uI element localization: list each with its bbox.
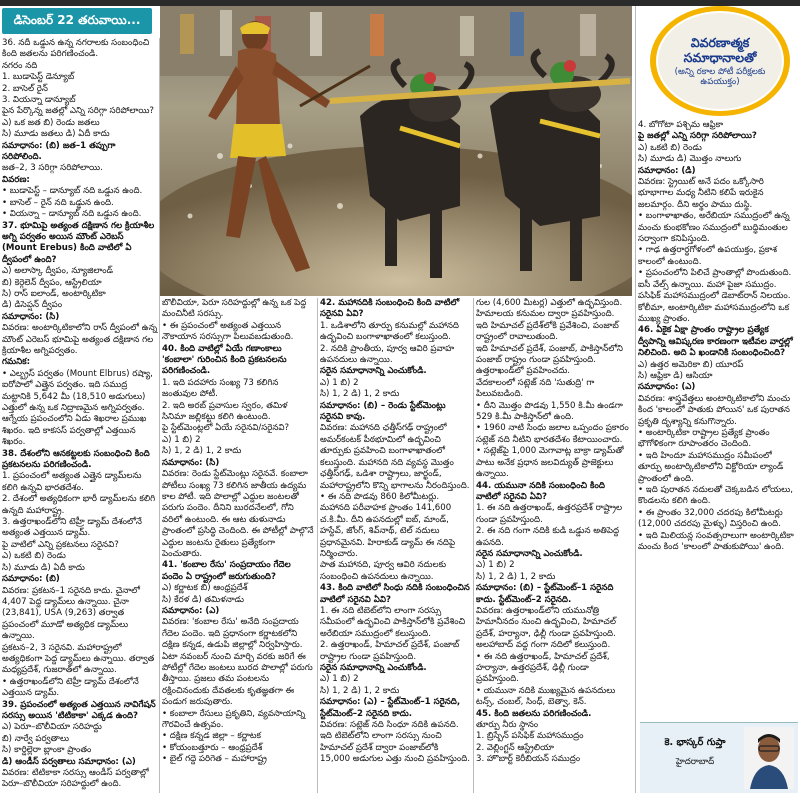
column-paragraph: • ఇది మిలియన్ల సంవత్సరాలుగా అంటార్కిటికా మంచు కింద 'కాలంలో పాతుకుపోయి' ఉంది. (638, 530, 794, 553)
column-paragraph: 41. 'కంబాల రేసు' సంప్రదాయం గేదెల పందెం ఏ రాష్ట్రంలో జరుగుతుంది? (162, 560, 291, 582)
column-paragraph: నగరం నది (2, 60, 38, 71)
column-paragraph: 2. నదికి ప్రాంతీయ, పూర్వ ఆవిరి ప్రవాహ ఉపనదులు ఉన్నాయి. (320, 343, 455, 366)
column-paragraph: సమాధానం: (ఎ) (638, 382, 696, 393)
column-paragraph: 1. బుడాపెస్ట్ డెన్యూబ్ (2, 72, 75, 83)
column-paragraph: వివరణ: (2, 174, 30, 185)
column-paragraph: • ఉత్తరాఖండ్‌లోని టెహ్రీ డ్యామ్ దేశంలోనే ఎత్తయిన డ్యామ్. (2, 676, 139, 699)
badge-subtitle: (అన్ని రకాల పోటీ పరీక్షలకు ఉపయుక్తం) (674, 67, 766, 87)
column-paragraph: 2. బాసెల్ రైన్ (2, 83, 48, 94)
continuation-banner: డిసెంబర్ 22 తరువాయి... (2, 8, 152, 34)
text-column-3 (320, 298, 470, 792)
column-paragraph: 36. నదీ ఒడ్డున ఉన్న నగరాలకు సంబంధించి కింది జతలను పరిగణించండి. (2, 38, 150, 60)
column-paragraph: వివరణ: మహానది ఛత్తీస్‌గఢ్ రాష్ట్రంలో అమర్‌కంటక్ పీఠభూమిలో ఉద్భవించి తూర్పుకు ప్రవహించి బంగాళాఖాతంలో కలుస్తుంది. మహానది నది వ్యవస్థ మొత్తం ఛత్తీస్‌గఢ్, ఒడిశా రాష్ట్రాలు, జార్ఖండ్, మహారాష్ట్రలోని కొన్ని భాగాలను నీరందిస్తుంది. (320, 423, 470, 491)
column-paragraph: వివరణ: సట్లెజ్ నది సింధూ నదికి ఉపనది. ఇది టిబెట్‌లోని లాంగా సరస్సు నుంచి హిమాచల్ ప్రదేశ్ ద్వారా పంజాబ్‌లోకి 15,000 అడుగుల ఎత్తు నుంచి ప్రవహిస్తుంది. (320, 720, 470, 765)
column-paragraph: జత–2, 3 సరిగ్గా సరిపోలాయి. (2, 163, 103, 174)
column-paragraph: ఎ) 1 బి) 2 (476, 560, 515, 571)
column-paragraph: సి) మూడు డి) మొత్తం నాలుగు (638, 154, 742, 165)
column-paragraph: • దీని మొత్తం పొడవు 1,550 కి.మీ ఉండగా 529 కి.మీ పాకిస్తాన్‌లో ఉంది. (476, 400, 623, 423)
column-divider (317, 298, 318, 793)
column-paragraph: పై వాటిలో ఎన్ని ప్రకటనలు సరైనవి? (2, 539, 119, 550)
column-paragraph: 1. ఇది పదహారు సంఖ్య 73 కలిగిన జంతువుల పోటీ. (162, 377, 279, 400)
column-divider (159, 38, 160, 793)
column-paragraph: 42. మహానదికి సంబంధించి కింది వాటిలో సరైనవి ఏవి? (320, 298, 460, 320)
column-paragraph: సి) మూడు జతలు డి) ఏదీ కాదు (2, 129, 110, 140)
column-paragraph: గుల (4,600 మీటర్ల) ఎత్తులో ఉద్భవిస్తుంది. హిమాలయ కనుమల ద్వారా ప్రవహిస్తుంది. (476, 298, 623, 320)
column-paragraph: సి) రాస్ ఐలాండ్, అంటార్కిటికా (2, 288, 106, 299)
column-paragraph: సమాధానం: (బి) (2, 574, 60, 585)
column-paragraph: సి) 1, 2 డి) 1, 2 కాదు (320, 389, 400, 400)
column-paragraph: సమాధానం: (బి) – రెండు స్టేట్‌మెంట్లు సరైనవి కావు. (320, 400, 446, 423)
column-paragraph: బి) కెర్గెలెన్ ద్వీపం, ఆస్ట్రేలియా (2, 277, 102, 288)
column-paragraph: 3. వియన్నా డాన్యూబ్ (2, 95, 76, 106)
column-paragraph: 2. వెల్లింగ్టన్ ఆస్ట్రేలియా (476, 742, 554, 753)
column-paragraph: వివరణ: ఉత్తరాఖండ్‌లోని యమునోత్రి హిమానీనదం నుంచి ఉద్భవించి, హిమాచల్ ప్రదేశ్, హర్యానా, ఢిల్లీ గుండా ప్రవహిస్తుంది. అలహాబాద్ వద్ద గంగా నదిలో కలుస్తుంది. (476, 605, 616, 651)
column-paragraph: • 1960 నాటి సింధు జలాల ఒప్పందం ప్రకారం సట్లెజ్ నది నీటిని భారతదేశం కేటాయించారు. (476, 423, 629, 445)
column-paragraph: 46. ఏకైక ఏక్షా ప్రాంతం రాష్ట్రాల ప్రత్యేక ద్వీపాన్ని ఆవిష్కరణ కారణంగా ఇటీవల వార్తల్లో నిలిచింది. అది ఏ ఖండానికి సంబంధించింది? (638, 325, 793, 359)
column-paragraph: సరైన సమాధానాన్ని ఎంచుకోండి. (320, 366, 427, 377)
column-paragraph: పై జతల్లో ఎన్ని సరిగ్గా సరిపోలాయి? (638, 131, 757, 142)
column-paragraph: • ప్రపంచంలోని పిలిచే ప్రాంతాల్లో పొందుతుంది. ఐసీ వేల్స్ ఉన్నాయి. మహా పైజా సముద్రం. పసిఫిక్ మహాసముద్రంలో డెబాట్‌రాన్ నిలయం. కోలీమా, అంటార్కిటికా మహాసముద్రంలోని ఒక ముఖ్య ప్రాంతం. (638, 268, 792, 324)
column-paragraph: • బంగాళాఖాతం, అరేబియా సముద్రంలో ఉన్న మంచు కుంభకోణం సముద్రంలో బుద్ధిమంతుల సర్వాంగా కనిపిస్తుంది. (638, 211, 790, 245)
column-paragraph: సి) ఆఫ్రికా డి) ఆసియా (638, 370, 713, 381)
column-paragraph: డి) ఆండీస్ పర్వతాలు సమాధానం: (ఎ) (2, 756, 136, 767)
column-paragraph: 43. కింది వాటిలో సింధు నదికి సంబంధించిన వాటిలో సరైనవి ఏవి? (320, 583, 470, 605)
column-paragraph: • బాసెల్ – రైన్ నది ఒడ్డున ఉంది. (2, 197, 114, 208)
column-paragraph: సి) కేరళ డి) తమిళనాడు (162, 594, 245, 605)
column-paragraph: 40. కింది వాటిల్లో ఏయే గణాంకాలు 'కంబాలా' గురించిన కింది ప్రకటనలను పరిగణించండి. (162, 343, 287, 377)
column-paragraph: • ఈ నది పొడవు 860 కిలోమీటర్లు. మహానది పరీవాహక ప్రాంతం 141,600 చ.కి.మీ. దీని ఉపనదుల్లో ఐబ్, మాండ్, హస్దేవ్, జోంగ్, శివ్‌నాథ్, టెల్ నదులు ప్రధానమైనవి. హిరాకుడ్ డ్యామ్‌ ఈ నదిపై నిర్మించారు. (320, 491, 456, 559)
column-paragraph: ఎ) 1 బి) 2 (162, 434, 201, 445)
column-paragraph: బి) నార్వే పర్వతాలు (2, 733, 70, 744)
column-paragraph: ఇది హిమాచల్ ప్రదేశ్‌లోకి ప్రవేశించి, పంజాబ్ రాష్ట్రంలో రావాలుతుంది. (476, 320, 619, 343)
column-paragraph: పాత మహానది, పూర్వ ఆవిరి నదులకు సంబంధించి ఉపనదులు ఉన్నాయి. (320, 560, 447, 582)
column-paragraph: • సట్లెజ్‌పై 1,000 మెగావాట్ల బాక్రా డ్యామ్‌తో పాటు అనేక ప్రధాన జలవిద్యుత్ ప్రాజెక్టులు ఉన్నాయి. (476, 446, 624, 480)
column-paragraph: • బైల్ గద్దె పరిగెత – మహారాష్ట్ర (162, 754, 267, 765)
column-paragraph: పైన పేర్కొన్న జతల్లో ఎన్ని సరిగ్గా సరిపోలాయి? (2, 106, 154, 117)
column-paragraph: వివరణ: అంటార్కిటికాలోని రాస్ ద్వీపంలో ఉన్న మౌంట్ ఎరెబస్ భూమిపై అత్యంత దక్షిణాన గల క్రియాశీల అగ్నిపర్వతం. (2, 323, 158, 356)
author-name: కె. భాస్కర్ గుప్తా (664, 737, 726, 748)
column-paragraph: ఎ) కర్ణాటక బి) ఆంధ్రప్రదేశ్ (162, 583, 248, 594)
author-place: హైదరాబాద్ (675, 757, 715, 767)
column-paragraph: 1. బ్రిస్బేన్ పసిఫిక్ మహాసముద్రం (476, 731, 584, 742)
column-paragraph: • కంబాలా రేసులు ప్రకృతిని, వ్యవసాయాన్ని గౌరవించే ఉత్సవం. (162, 708, 306, 731)
column-paragraph: వివరణ: రెండు స్టేట్‌మెంట్లు సరైనవే. కంబాలా పోటీలు సంఖ్య 73 కలిగిన జాతీయ ఉద్యమ కాల పోటీ. ఇది పొలాల్లో ఎద్దుల జంటలతో పరుగు పందెం. దీనిని బురదనేలలో, గోని వరిలో ఉంటుంది. ఈ ఆట తుళునాడు ప్రాంతంలో ప్రసిద్ధి చెందింది. ఈ పోటీల్లో పాల్గొనే ఎద్దుల జంటను రైతులు ప్రత్యేకంగా పెంచుతారు. (162, 469, 314, 559)
column-paragraph: ప్రకటన–2, 3 సరైనవి. మహారాష్ట్రలో అత్యధికంగా పెద్ద డ్యామ్‌లు ఉన్నాయి. తర్వాత మధ్యప్రదేశ్, గుజరాత్‌లో ఉన్నాయి. (2, 642, 155, 676)
column-paragraph: ఎ) ఒకటి బి) రెండు (2, 551, 66, 562)
section-badge (650, 6, 790, 116)
column-paragraph: • కోయంబత్తూరు – ఆంధ్రప్రదేశ్ (162, 742, 263, 753)
column-paragraph: 3. ఉత్తరాఖండ్‌లోని టెహ్రీ డ్యామ్ దేశంలోనే అత్యంత ఎత్తయిన డ్యామ్. (2, 517, 142, 539)
text-column-2 (162, 298, 314, 792)
author-photo (744, 727, 794, 789)
column-paragraph: ఇది హిమాచల్ ప్రదేశ్, పంజాబ్, పాకిస్తాన్‌లోని పంజాబ్ రాష్ట్రం గుండా ప్రవహిస్తుంది. ఉత్తరాఖండ్‌లో ప్రవహించదు. (476, 343, 623, 377)
column-paragraph: సి) 1, 2 డి) 1, 2 కాదు (162, 446, 242, 457)
column-paragraph: • దక్షిణ కన్నడ జిల్లా – కర్ణాటక (162, 731, 262, 742)
column-paragraph: • ఇది హిందూ మహాసముద్రం సమీపంలో తూర్పు అంటార్కిటికాలోని విక్టోరియా ల్యాండ్ ప్రాంతంలో ఉంది. (638, 450, 784, 484)
column-paragraph: పై స్టేట్‌మెంట్లలో ఏయే సరైనవి/సరైనవి? (162, 423, 290, 434)
author-box (640, 722, 798, 793)
column-paragraph: డి) డిసెప్షన్ ద్వీపం (2, 300, 63, 311)
column-paragraph: సమాధానం: (ఎ) (162, 605, 220, 616)
column-paragraph: సి) 1, 2 డి) 1, 2 కాదు (320, 685, 400, 696)
column-paragraph: ఎ) 1 బి) 2 (320, 674, 359, 685)
column-paragraph: సమాధానం: (సి) (2, 311, 60, 322)
column-paragraph: సి) కార్డిల్లెరా బ్లాంకా ప్రాంతం (2, 745, 92, 756)
text-column-5 (638, 120, 798, 720)
column-paragraph: 39. ప్రపంచంలో అత్యంత ఎత్తయిన నావిగేషన్ సరస్సు అయిన 'టిటికాకా' ఎక్కడ ఉంది? (2, 699, 156, 721)
column-divider (473, 298, 474, 793)
column-paragraph: సమాధానం: (సి) (162, 457, 220, 468)
column-paragraph: • వియన్నా – డాన్యూబ్ నది ఒడ్డున ఉంది. (2, 209, 142, 220)
column-paragraph: 37. భూమిపై అత్యంత దక్షిణాన గల క్రియాశీల అగ్ని పర్వతం అయిన మౌంట్ ఎరెబస్ (Mount Erebus) కింది వాటిలో ఏ ద్వీపంలో ఉంది? (2, 220, 155, 265)
column-paragraph: 4. బోగోటా పశ్చిమ ఆఫ్రికా (638, 120, 724, 130)
column-paragraph: సమాధానం: (బి) జత–1 తప్పుగా సరిపోలింది. (2, 140, 116, 163)
column-paragraph: 3. హొబార్ట్ కెరీబియన్ సముద్రం (476, 754, 581, 765)
column-paragraph: ఎ) ఒక జత బి) రెండు జతలు (2, 117, 100, 128)
column-paragraph: 44. యమునా నదికి సంబంధించి కింది వాటిలో సరైనవి ఏవి? (476, 480, 605, 502)
column-paragraph: సరైన సమాధానాన్ని ఎంచుకోండి. (476, 548, 583, 559)
text-column-4 (476, 298, 632, 792)
column-paragraph: వివరణ: శాస్త్రవేత్తలు అంటార్కిటికాలోని మంచు కింద 'కాలంలో పాతుకు పోయిన' ఒక పురాతన ప్రకృతి దృశ్యాన్ని కనుగొన్నారు. (638, 393, 791, 427)
column-paragraph: సమాధానం: (ఎ) – స్టేట్‌మెంట్–1 సరైనది, స్టేట్‌మెంట్–2 సరైనది కాదు. (320, 697, 461, 719)
column-paragraph: 2. ఇది అరబ్ ప్రవాసుల స్వరం, తమిళ సినిమా జల్లికట్టు కలిగి ఉంటుంది. (162, 400, 288, 423)
column-paragraph: 45. కింది జతలను పరిగణించండి. (476, 708, 592, 719)
column-paragraph: • ఇది పురాతన నదులతో చెక్కబడిన లోయలు, కొండలను కలిగి ఉంది. (638, 485, 793, 507)
column-paragraph: తూర్పు నీరు స్థానం (476, 720, 539, 731)
column-paragraph: సి) మూడు డి) ఏదీ కాదు (2, 562, 85, 573)
column-paragraph: • అంటార్కిటికా రాష్ట్రాల ప్రత్యేక ప్రాంతం భౌగోళికంగా రూపాంతరం చెందింది. (638, 427, 770, 450)
column-divider (635, 6, 636, 793)
column-paragraph: ఎ) పెరూ–బొలీవియా సరిహద్దు (2, 722, 102, 733)
column-paragraph: 2. దేశంలో అత్యధికంగా భారీ డ్యామ్‌లను కలిగి ఉన్నది మహారాష్ట్ర. (2, 494, 156, 516)
column-paragraph: వేదకాలంలో సట్లెజ్‌ నది 'సుతుద్రి' గా పిలువబడింది. (476, 377, 595, 400)
column-paragraph: 2. ఉత్తరాఖండ్, హిమాచల్ ప్రదేశ్, పంజాబ్ రాష్ట్రాల గుండా ప్రవహిస్తుంది. (320, 640, 460, 662)
badge-title: వివరణాత్మక సమాధానాలతో (683, 35, 757, 65)
column-paragraph: 2. ఈ నది గంగా నదికి కుడి ఒడ్డున అతిపెద్ద ఉపనది. (476, 526, 620, 548)
text-column-1 (2, 38, 158, 791)
column-paragraph: • బుడాపెస్ట్ – డాన్యూబ్ నది ఒడ్డున ఉంది. (2, 186, 143, 197)
column-paragraph: గమనిక: (2, 357, 31, 368)
column-paragraph: వివరణ: 'కంబాల రేసు' అనేది సంప్రదాయ గేదెల పందెం. ఇది ప్రధానంగా కర్ణాటకలోని దక్షిణ కన్నడ, ఉడుపి జిల్లాల్లో నిర్వహిస్తారు. ఏటా నవంబర్ నుంచి మార్చి వరకు జరిగే ఈ పోటీల్లో గేదెల జంటలు బురద పొలాల్లో పరుగు తీస్తాయి. ప్రజలు తమ పంటలను రక్షించినందుకు దేవతలకు కృతజ్ఞతగా ఈ పండుగ జరుపుతారు. (162, 617, 313, 708)
column-paragraph: • ఈ ప్రాంతం 32,000 చదరపు కిలోమీటర్లు (12,000 చదరపు మైళ్ళు) విస్తరించి ఉంది. (638, 507, 783, 530)
column-paragraph: ఎ) ఉత్తర అమెరికా బి) యూరప్ (638, 359, 744, 370)
column-paragraph: వివరణ: టిటికాకా సరస్సు ఆండీస్ పర్వతాల్లో పెరూ–బొలీవియా సరిహద్దులో ఉంది. (2, 768, 149, 790)
column-paragraph: బొలీవియా, పెరూ సరిహద్దుల్లో ఉన్న ఒక పెద్ద మంచినీటి సరస్సు. (162, 298, 307, 320)
column-paragraph: వివరణ: స్ట్రెయిట్ అనే పదం ఒక్కోసారి భూభాగాల మధ్య నీటిని కలిపే ఇరుకైన జలమార్గం. దీని అర్థం పాము దుస్థి. (638, 177, 764, 210)
column-paragraph: 1. ఈ నది టిబెట్‌లోని లాంగా సరస్సు సమీపంలో ఉద్భవించి పాకిస్తాన్‌లోకి ప్రవేశించి అరేబియా సముద్రంలో కలుస్తుంది. (320, 605, 466, 639)
column-paragraph: 1. ఒడిశాలోని తూర్పు కనుమల్లో మహానది ఉద్భవించి బంగాళాఖాతంలో కలుస్తుంది. (320, 320, 459, 343)
column-paragraph: 1. ప్రపంచంలో అత్యంత ఎత్తైన డ్యామ్‌లను కలిగి ఉన్నవి భారతదేశం. (2, 471, 142, 493)
column-paragraph: 38. దేశంలోని ఆనకట్టలకు సంబంధించి కింది ప్రకటనలను పరిగణించండి. (2, 448, 150, 471)
column-paragraph: సమాధానం: (డి) (638, 165, 696, 176)
column-paragraph: సి) 1, 2 డి) 1, 2 కాదు (476, 571, 556, 582)
column-paragraph: ఎ) అలాస్కా ద్వీపం, న్యూజిలాండ్ (2, 266, 113, 277)
column-paragraph: సమాధానం: (బి) – స్టేట్‌మెంట్–1 సరైనది కాదు. స్టేట్‌మెంట్–2 సరైనది. (476, 583, 614, 605)
column-paragraph: వివరణ: ప్రకటన–1 సరైనది కాదు. చైనాలో 4,407 పెద్ద డ్యామ్‌లు ఉన్నాయి. చైనా (23,841), USA (9,263) తర్వాత ప్రపంచంలో మూడో అత్యధిక డ్యామ్‌లు ఉన్నాయి. (2, 585, 141, 642)
column-paragraph: 1. ఈ నది ఉత్తరాఖండ్, ఉత్తరప్రదేశ్ రాష్ట్రాల గుండా ప్రవహిస్తుంది. (476, 503, 623, 525)
column-paragraph: ఎ) 1 బి) 2 (320, 377, 359, 388)
column-paragraph: సరైన సమాధానాన్ని ఎంచుకోండి. (320, 663, 427, 673)
kambala-photo (160, 6, 632, 296)
column-paragraph: • ఈ నది ఉత్తరాఖండ్, హిమాచల్ ప్రదేశ్, హర్యానా, ఉత్తరప్రదేశ్, ఢిల్లీ గుండా ప్రవహిస్తుంది. (476, 651, 610, 685)
column-paragraph: • ఈ ప్రపంచంలో అత్యంత ఎత్తయిన నౌకాయాన సరస్సుగా పిలువబడుతుంది. (162, 320, 294, 343)
badge-inner (656, 11, 784, 111)
column-paragraph: ఎ) ఒకటి బి) రెండు (638, 142, 702, 153)
column-paragraph: • ఎల్బ్రస్ పర్వతం (Mount Elbrus) రష్యా, ఐరోపాలో ఎత్తైన పర్వతం. ఇది సముద్ర మట్టానికి 5,642 మీ (18,510 అడుగులు) ఎత్తులో ఉన్న ఒక నిద్రాణమైన అగ్నిపర్వతం. ఆగ్నేయ ప్రపంచంలోని ఏడు శిఖరాల ప్రముఖ శిఖరం. ఇది కాకసస్ పర్వతాల్లో ఎత్తయిన శిఖరం. (2, 368, 153, 448)
column-paragraph: • గాఢ ఉత్తరార్ధగోళంలో ఉపయుక్తం, ప్రకాశ కాలంలో ఉంటుంది. (638, 245, 777, 267)
column-paragraph: • యమునా నదికి ముఖ్యమైన ఉపనదులు టన్స్, చంబల్, సింధ్, బెత్వా, కెన్. (476, 685, 616, 708)
